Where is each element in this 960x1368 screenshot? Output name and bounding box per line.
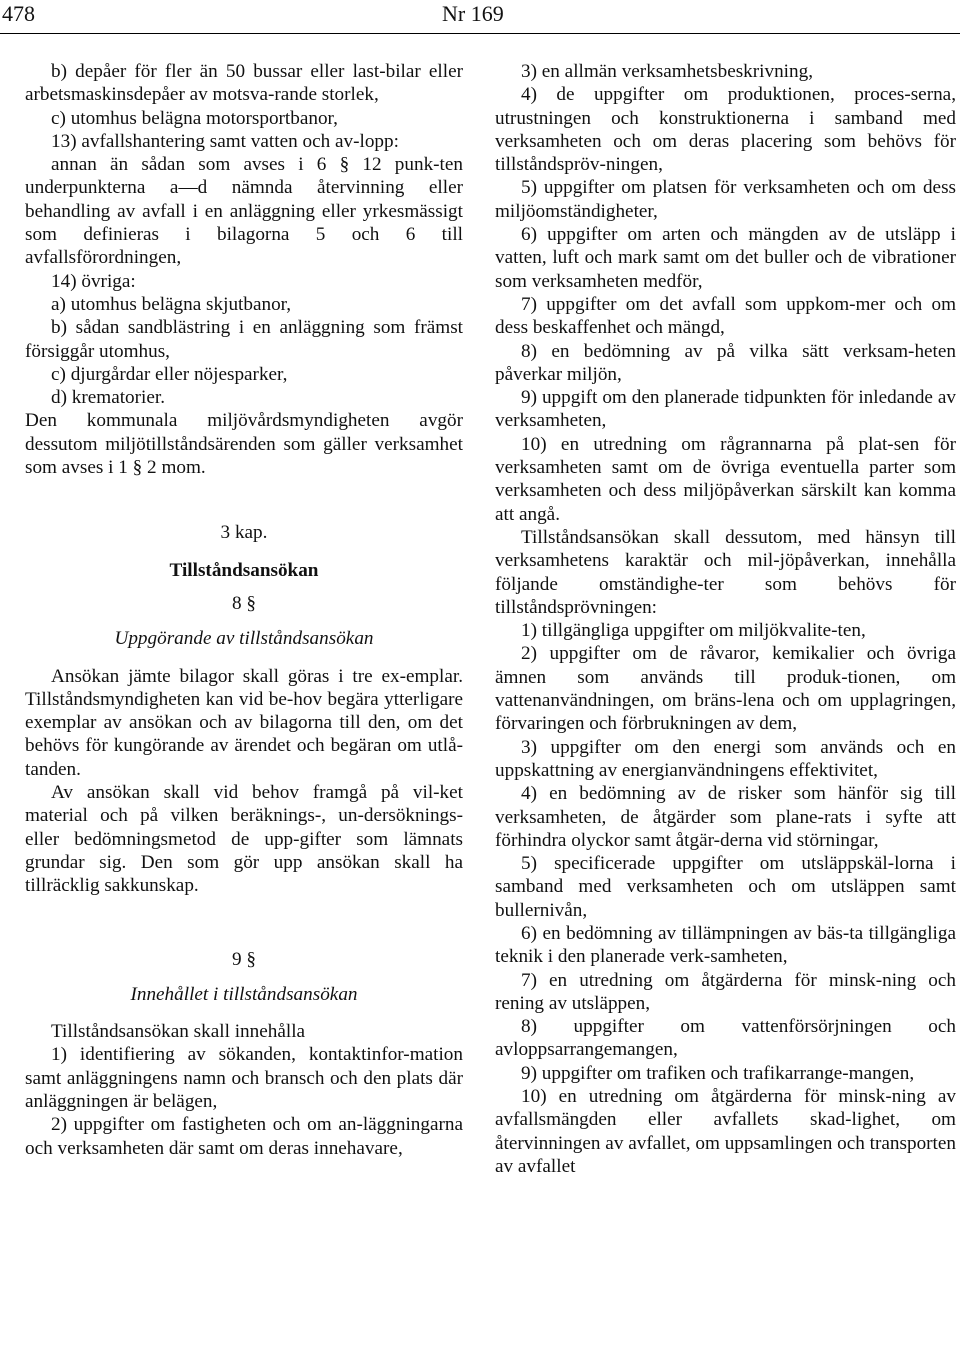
header-rule (0, 33, 960, 34)
list-item: 6) uppgifter om arten och mängden av de utsläpp i vatten, luft och mark samt om det buller och de vibrationer som verksamheten medför, (495, 224, 956, 292)
list-item: 7) uppgifter om det avfall som uppkom-mer och om dess beskaffenhet och mängd, (495, 293, 956, 339)
body-paragraph: Av ansökan skall vid behov framgå på vil-ket material och på vilken beräknings-, un-dersöknings- eller bedömningsmetod de upp-gifter som lämnats grundar sig. Den som gör upp ansökan skall ha tillräcklig sakkunskap. (25, 782, 463, 897)
list-item: 3) en allmän verksamhetsbeskrivning, (521, 61, 814, 82)
section-heading: Tillståndsansökan (169, 559, 319, 581)
list-item: 4) de uppgifter om produktionen, proces-serna, utrustningen och konstruktionerna i samband med verksamheten och om deras placering som behövs för tillståndspröv-ningen, (495, 84, 956, 176)
issue-number: Nr 169 (442, 1, 504, 26)
list-item: annan än sådan som avses i 6 § 12 punk-ten underpunkterna a—d nämnda återvinning eller behandling av avfall i en anläggning eller yrkesmässigt som definieras i bilagorna 5 och 6 till avfallsförordningen, (25, 154, 463, 269)
paragraph-number-8: 8 § (232, 592, 256, 614)
body-paragraph: Tillståndsansökan skall innehålla (51, 1021, 306, 1043)
body-paragraph: Ansökan jämte bilagor skall göras i tre ex-emplar. Tillståndsmyndigheten kan vid be-hov begära ytterligare exemplar av ansökan och av bilagorna till den, om det behövs för kungörande av ärendet och begäran om utlå-tanden. (25, 665, 463, 780)
paragraph-title-9: Innehållet i tillståndsansökan (130, 983, 358, 1005)
list-item: 10) en utredning om åtgärderna för minsk-ning av avfallsmängden eller avfallets skad-lighet, om återvinningen av avfallet, om uppsamlingen och transporten av avfallet (495, 1086, 956, 1177)
page-number: 478 (2, 1, 35, 26)
closing-paragraph: Den kommunala miljövårdsmyndigheten avgör dessutom miljötillståndsärenden som gäller verksamhet som avses i 1 § 2 mom. (25, 410, 463, 479)
list-item: 9) uppgift om den planerade tidpunkten för inledande av verksamheten, (495, 387, 956, 432)
list-item: d) krematorier. (51, 387, 166, 409)
list-item: a) utomhus belägna skjutbanor, (51, 293, 292, 315)
chapter-heading: 3 kap. (220, 522, 268, 544)
right-column (495, 60, 956, 1178)
paragraph-title-8: Uppgörande av tillståndsansökan (114, 628, 374, 650)
list-item: 1) tillgängliga uppgifter om miljökvalite-ten, (521, 620, 866, 642)
list-item: 5) uppgifter om platsen för verksamheten och om dess miljöomständigheter, (495, 177, 956, 222)
list-item: 8) en bedömning av på vilka sätt verksam-heten påverkar miljön, (495, 340, 956, 385)
body-paragraph: Tillståndsansökan skall dessutom, med hänsyn till verksamhetens karaktär och mil-jöpåverkan, innehålla följande omständighe-ter som behövs för tillståndsprövningen: (495, 526, 956, 618)
list-item: 7) en utredning om åtgärderna för minsk-ning och rening av utsläppen, (495, 969, 956, 1014)
list-item: 13) avfallshantering samt vatten och av-lopp: (51, 130, 399, 152)
list-item: 10) en utredning om rågrannarna på plat-sen för verksamheten samt om de övriga eventuella parter som verksamheten och dess miljöpåverkan särskilt kan komma att angå. (495, 433, 956, 525)
list-item: 3) uppgifter om den energi som används och en uppskattning av energianvändningens effektivitet, (495, 736, 956, 781)
list-item: 5) specificerade uppgifter om utsläppskäl-lorna i samband med verksamheten och om utsläppen samt bullernivån, (495, 853, 956, 921)
list-item: b) sådan sandblästring i en anläggning som främst försiggår utomhus, (25, 317, 463, 362)
list-item: c) djurgårdar eller nöjesparker, (51, 363, 288, 385)
list-item: 1) identifiering av sökanden, kontaktinfor-mation samt anläggningens namn och bransch och den plats där anläggningen är belägen, (25, 1044, 463, 1112)
list-item: 2) uppgifter om de råvaror, kemikalier och övriga ämnen som används till produk-tionen, om vattenanvändningen, om bräns-lena och om upplagringen, förvaringen och förbrukningen av dem, (495, 643, 956, 735)
paragraph-number-9: 9 § (232, 948, 256, 970)
list-item: 4) en bedömning av de risker som hänför sig till verksamheten, de åtgärder som plane-rats i syfte att förhindra olyckor samt åtgär-derna vid störningar, (495, 783, 956, 851)
list-item: 2) uppgifter om fastigheten och om an-läggningarna och verksamheten där samt om deras innehavare, (25, 1114, 463, 1159)
left-column (25, 60, 463, 1160)
list-item: 6) en bedömning av tillämpningen av bäs-ta tillgängliga teknik i den planerade verk-samheten, (495, 922, 956, 968)
page-header (0, 0, 960, 40)
list-item: b) depåer för fler än 50 bussar eller last-bilar eller arbetsmaskinsdepåer av motsva-rande storlek, (25, 61, 463, 106)
list-item: 8) uppgifter om vattenförsörjningen och avloppsarrangemangen, (495, 1016, 956, 1061)
list-item: 14) övriga: (51, 270, 136, 292)
list-item: 9) uppgifter om trafiken och trafikarrange-mangen, (521, 1062, 915, 1084)
list-item: c) utomhus belägna motorsportbanor, (51, 107, 338, 129)
